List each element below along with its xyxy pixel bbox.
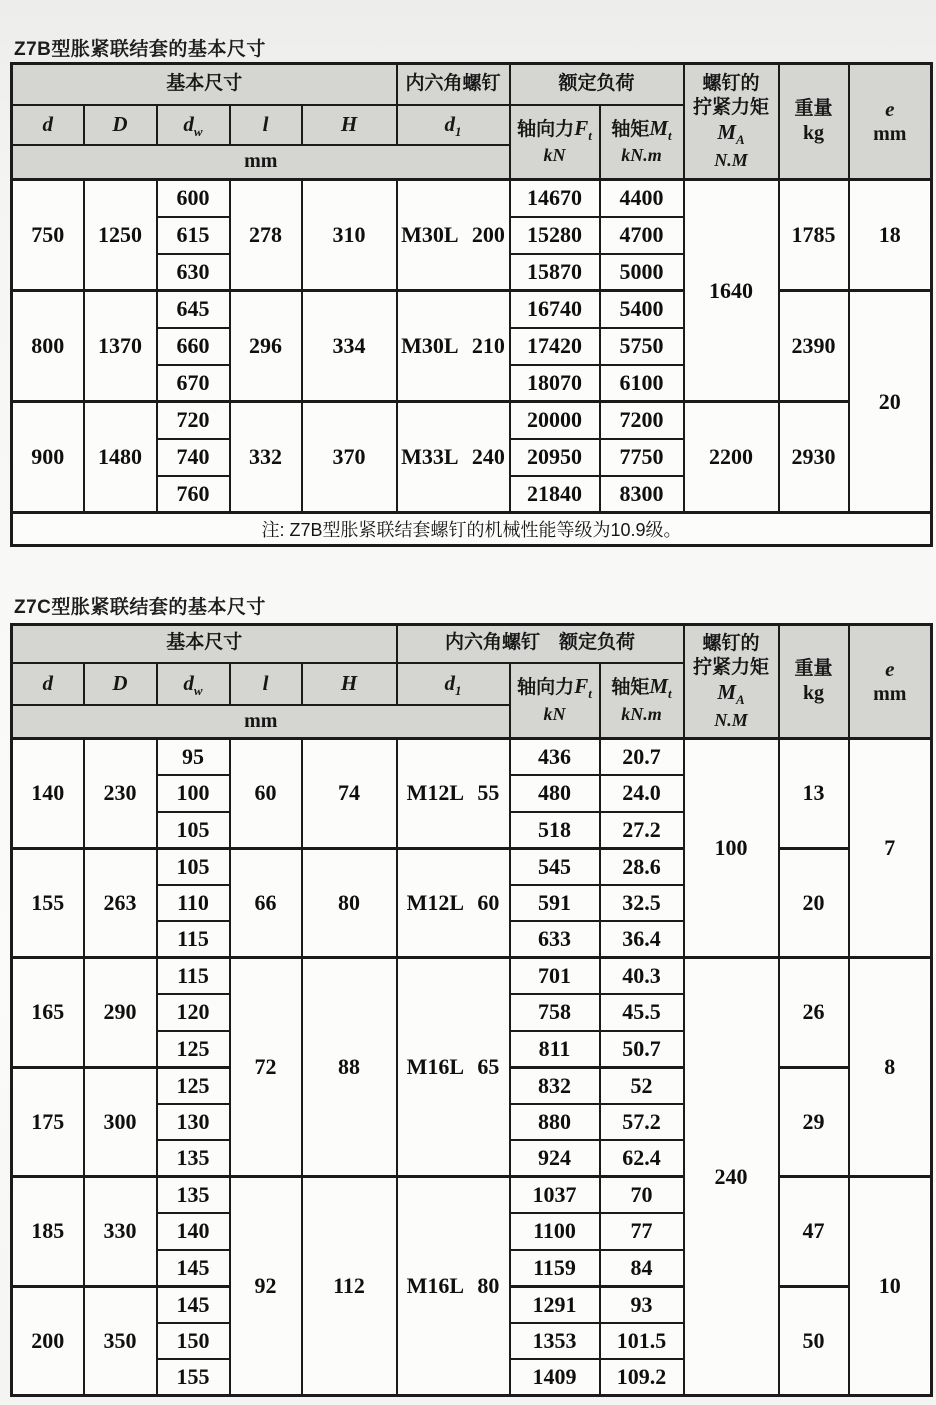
table-cell: 200 xyxy=(12,1286,84,1396)
table-cell: 332 xyxy=(230,402,302,513)
table-cell: 100 xyxy=(684,739,779,958)
table-cell: 5750 xyxy=(600,328,684,365)
table-cell: 28.6 xyxy=(600,848,684,885)
header-axial-moment xyxy=(600,663,684,739)
header-screw-tightening-torque xyxy=(684,64,779,180)
table-cell: 145 xyxy=(157,1250,230,1287)
weight-label: 重量 xyxy=(794,98,833,120)
table-cell: 720 xyxy=(157,402,230,439)
table-cell: 758 xyxy=(510,994,600,1031)
table-cell: M12L 55 xyxy=(397,739,510,849)
table-cell: 7750 xyxy=(600,439,684,476)
table-cell: 135 xyxy=(157,1177,230,1214)
table-cell: 66 xyxy=(230,848,302,958)
table-cell: 8 xyxy=(849,958,932,1177)
header-e xyxy=(849,625,932,739)
table-cell: 135 xyxy=(157,1140,230,1177)
table-cell: 15870 xyxy=(510,254,600,291)
header-col-H: H xyxy=(302,105,397,145)
axial-force-unit: kN xyxy=(543,145,566,166)
table-cell: 26 xyxy=(779,958,849,1068)
table-cell: 900 xyxy=(12,402,84,513)
table-cell: 20 xyxy=(779,848,849,958)
header-weight xyxy=(779,625,849,739)
table-cell: 17420 xyxy=(510,328,600,365)
table-cell: 645 xyxy=(157,291,230,328)
table-cell: 20.7 xyxy=(600,739,684,776)
table-cell: 701 xyxy=(510,958,600,995)
axial-moment-unit: kN.m xyxy=(621,145,662,166)
table-cell: 32.5 xyxy=(600,885,684,922)
header-col-D: D xyxy=(84,663,157,705)
table-cell: 811 xyxy=(510,1031,600,1068)
axial-moment-unit: kN.m xyxy=(621,703,662,724)
table-cell: 7200 xyxy=(600,402,684,439)
table-cell: 145 xyxy=(157,1286,230,1323)
torque-label-line1: 螺钉的 xyxy=(702,72,760,94)
table-cell: 92 xyxy=(230,1177,302,1396)
table-cell: 84 xyxy=(600,1250,684,1287)
table-cell: 296 xyxy=(230,291,302,402)
header-col-d: d xyxy=(12,663,84,705)
table-cell: 633 xyxy=(510,921,600,958)
table-cell: 4400 xyxy=(600,180,684,217)
torque-label-line1: 螺钉的 xyxy=(702,632,760,654)
table-cell: 518 xyxy=(510,812,600,849)
table-cell: 40.3 xyxy=(600,958,684,995)
table-cell: 72 xyxy=(230,958,302,1177)
table-cell: 1159 xyxy=(510,1250,600,1287)
table-cell: 2200 xyxy=(684,402,779,513)
table-cell: 101.5 xyxy=(600,1323,684,1360)
table-cell: 350 xyxy=(84,1286,157,1396)
z7b-dimensions-table xyxy=(10,62,933,547)
table-cell: 125 xyxy=(157,1067,230,1104)
table-cell: 125 xyxy=(157,1031,230,1068)
header-screw-tightening-torque xyxy=(684,625,779,739)
table-cell: 8300 xyxy=(600,476,684,513)
table-cell: 52 xyxy=(600,1067,684,1104)
table-cell: 29 xyxy=(779,1067,849,1177)
torque-label-line2: 拧紧力矩 xyxy=(692,96,769,118)
table-cell: 5000 xyxy=(600,254,684,291)
e-symbol: e xyxy=(885,96,895,121)
table-cell: M16L 65 xyxy=(397,958,510,1177)
header-e xyxy=(849,64,932,180)
header-weight xyxy=(779,64,849,180)
axial-force-label: 轴向力$F_t$ xyxy=(517,115,592,143)
table-cell: 832 xyxy=(510,1067,600,1104)
header-col-H: H xyxy=(302,663,397,705)
table-cell: 105 xyxy=(157,848,230,885)
table-cell: 18070 xyxy=(510,365,600,402)
table-cell: 370 xyxy=(302,402,397,513)
weight-label: 重量 xyxy=(794,658,833,680)
table-cell: 45.5 xyxy=(600,994,684,1031)
table-cell: 110 xyxy=(157,885,230,922)
table-cell: 80 xyxy=(302,848,397,958)
table-cell: 1250 xyxy=(84,180,157,291)
header-col-dw: $d_w$ xyxy=(157,663,230,705)
table-cell: 15280 xyxy=(510,217,600,254)
table-cell: 10 xyxy=(849,1177,932,1396)
table-cell: 62.4 xyxy=(600,1140,684,1177)
table-note: 注: Z7B型胀紧联结套螺钉的机械性能等级为10.9级。 xyxy=(12,513,932,546)
header-unit-mm: mm xyxy=(12,705,510,739)
table-cell: 1370 xyxy=(84,291,157,402)
table-cell: 155 xyxy=(157,1359,230,1396)
table-cell: 112 xyxy=(302,1177,397,1396)
table-cell: 278 xyxy=(230,180,302,291)
table-cell: 880 xyxy=(510,1104,600,1141)
e-unit: mm xyxy=(873,123,907,146)
table-cell: 140 xyxy=(157,1213,230,1250)
header-unit-mm: mm xyxy=(12,145,510,180)
table-cell: 165 xyxy=(12,958,84,1068)
table-cell: 1480 xyxy=(84,402,157,513)
header-col-d1: $d_1$ xyxy=(397,663,510,705)
table-cell: 240 xyxy=(684,958,779,1396)
table-cell: 924 xyxy=(510,1140,600,1177)
axial-force-label: 轴向力$F_t$ xyxy=(517,674,592,702)
axial-moment-label: 轴矩$M_t$ xyxy=(611,115,672,143)
table-cell: 330 xyxy=(84,1177,157,1287)
header-basic-dimensions: 基本尺寸 xyxy=(12,625,397,663)
header-basic-dimensions: 基本尺寸 xyxy=(12,64,397,105)
table-cell: 175 xyxy=(12,1067,84,1177)
table-cell: 545 xyxy=(510,848,600,885)
table-cell: 660 xyxy=(157,328,230,365)
table-cell: 155 xyxy=(12,848,84,958)
header-rated-load: 额定负荷 xyxy=(510,64,684,105)
z7c-table-body xyxy=(12,739,932,1396)
table-cell: 760 xyxy=(157,476,230,513)
table-cell: 630 xyxy=(157,254,230,291)
e-symbol: e xyxy=(885,656,895,681)
table-cell: M12L 60 xyxy=(397,848,510,958)
table-cell: 1353 xyxy=(510,1323,600,1360)
table-cell: 50.7 xyxy=(600,1031,684,1068)
header-hex-screw-rated-load: 内六角螺钉 额定负荷 xyxy=(397,625,684,663)
z7b-table-title: Z7B型胀紧联结套的基本尺寸 xyxy=(14,39,266,60)
table-cell: 300 xyxy=(84,1067,157,1177)
table-cell: 591 xyxy=(510,885,600,922)
table-cell: 47 xyxy=(779,1177,849,1287)
header-hex-socket-screw: 内六角螺钉 xyxy=(397,64,510,105)
table-cell: 115 xyxy=(157,921,230,958)
table-cell: 615 xyxy=(157,217,230,254)
table-cell: 27.2 xyxy=(600,812,684,849)
table-cell: 120 xyxy=(157,994,230,1031)
table-cell: 36.4 xyxy=(600,921,684,958)
header-col-d1: $d_1$ xyxy=(397,105,510,145)
z7c-table-header xyxy=(12,625,932,739)
header-col-dw: $d_w$ xyxy=(157,105,230,145)
table-cell: 1291 xyxy=(510,1286,600,1323)
header-axial-force xyxy=(510,663,600,739)
e-unit: mm xyxy=(873,683,907,706)
table-cell: M33L 240 xyxy=(397,402,510,513)
table-cell: 100 xyxy=(157,775,230,812)
table-cell: 1409 xyxy=(510,1359,600,1396)
header-axial-force xyxy=(510,105,600,180)
table-cell: 4700 xyxy=(600,217,684,254)
torque-unit: N.M xyxy=(714,709,748,730)
table-cell: 1785 xyxy=(779,180,849,291)
header-col-l: l xyxy=(230,105,302,145)
torque-unit: N.M xyxy=(714,149,748,170)
table-cell: 21840 xyxy=(510,476,600,513)
table-cell: 24.0 xyxy=(600,775,684,812)
table-cell: 670 xyxy=(157,365,230,402)
table-cell: 105 xyxy=(157,812,230,849)
table-cell: 20000 xyxy=(510,402,600,439)
table-cell: 150 xyxy=(157,1323,230,1360)
table-cell: 13 xyxy=(779,739,849,849)
table-cell: 230 xyxy=(84,739,157,849)
table-cell: M16L 80 xyxy=(397,1177,510,1396)
axial-moment-label: 轴矩$M_t$ xyxy=(611,674,672,702)
weight-unit: kg xyxy=(802,121,825,144)
table-cell: 140 xyxy=(12,739,84,849)
table-cell: 130 xyxy=(157,1104,230,1141)
axial-force-unit: kN xyxy=(543,703,566,724)
table-cell: 6100 xyxy=(600,365,684,402)
table-cell: 480 xyxy=(510,775,600,812)
z7c-dimensions-table xyxy=(10,623,933,1397)
table-cell: 20 xyxy=(849,291,932,513)
table-cell: 70 xyxy=(600,1177,684,1214)
table-cell: 93 xyxy=(600,1286,684,1323)
table-cell: 14670 xyxy=(510,180,600,217)
table-cell: M30L 200 xyxy=(397,180,510,291)
header-col-l: l xyxy=(230,663,302,705)
z7b-table-header xyxy=(12,64,932,180)
table-cell: 57.2 xyxy=(600,1104,684,1141)
torque-label-line2: 拧紧力矩 xyxy=(692,656,769,678)
weight-unit: kg xyxy=(802,681,825,704)
table-cell: 1100 xyxy=(510,1213,600,1250)
table-cell: 88 xyxy=(302,958,397,1177)
table-cell: 7 xyxy=(849,739,932,958)
table-cell: 185 xyxy=(12,1177,84,1287)
torque-symbol: $M_A$ xyxy=(717,120,745,148)
table-cell: 800 xyxy=(12,291,84,402)
table-cell: 16740 xyxy=(510,291,600,328)
table-cell: 95 xyxy=(157,739,230,776)
table-cell: 334 xyxy=(302,291,397,402)
table-cell: 74 xyxy=(302,739,397,849)
table-cell: 5400 xyxy=(600,291,684,328)
z7c-table-title: Z7C型胀紧联结套的基本尺寸 xyxy=(14,597,266,618)
table-cell: M30L 210 xyxy=(397,291,510,402)
table-cell: 2930 xyxy=(779,402,849,513)
header-axial-moment xyxy=(600,105,684,180)
table-cell: 290 xyxy=(84,958,157,1068)
header-col-D: D xyxy=(84,105,157,145)
table-cell: 600 xyxy=(157,180,230,217)
table-cell: 1640 xyxy=(684,180,779,402)
table-cell: 109.2 xyxy=(600,1359,684,1396)
table-cell: 740 xyxy=(157,439,230,476)
header-col-d: d xyxy=(12,105,84,145)
table-cell: 77 xyxy=(600,1213,684,1250)
table-cell: 18 xyxy=(849,180,932,291)
table-cell: 310 xyxy=(302,180,397,291)
table-cell: 1037 xyxy=(510,1177,600,1214)
table-cell: 20950 xyxy=(510,439,600,476)
table-cell: 115 xyxy=(157,958,230,995)
torque-symbol: $M_A$ xyxy=(717,680,745,708)
table-cell: 50 xyxy=(779,1286,849,1396)
table-cell: 263 xyxy=(84,848,157,958)
table-cell: 2390 xyxy=(779,291,849,402)
table-cell: 750 xyxy=(12,180,84,291)
table-cell: 60 xyxy=(230,739,302,849)
z7b-table-body xyxy=(12,180,932,546)
table-cell: 436 xyxy=(510,739,600,776)
